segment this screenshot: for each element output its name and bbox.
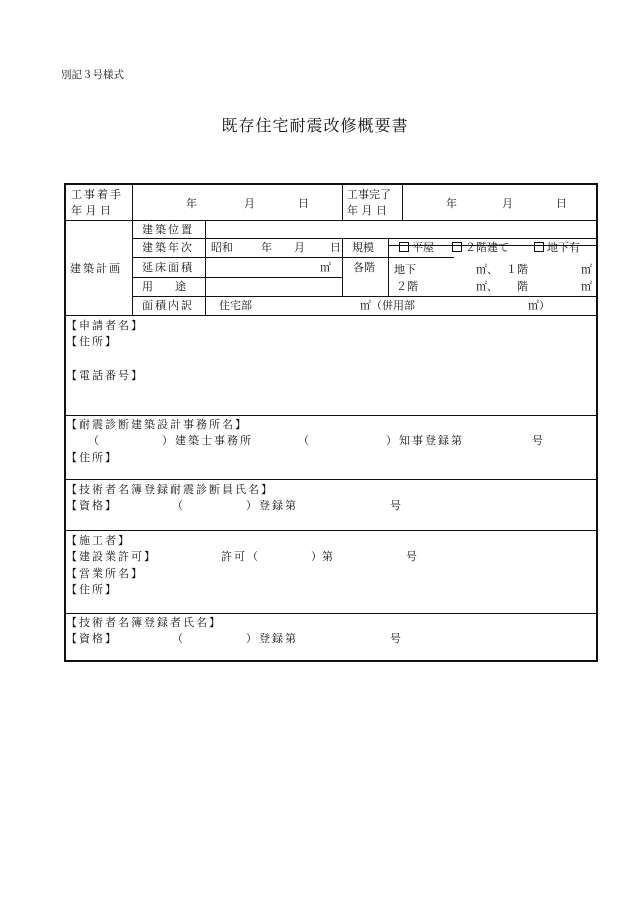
office-number-suffix: 号 <box>532 434 543 447</box>
basement-unit: ㎡、 <box>476 263 498 276</box>
document-title: 既存住宅耐震改修概要書 <box>221 116 409 135</box>
breakdown-label: 面積内訳 <box>142 299 194 312</box>
rule-year <box>132 257 454 258</box>
rule-col-5 <box>402 185 403 220</box>
office-type: ）建築士事務所 <box>162 434 253 447</box>
floorN-unit: ㎡ <box>581 280 592 293</box>
engineer-registration: ）登録第 <box>246 632 298 645</box>
contractor-name-label: 【施工者】 <box>66 534 131 547</box>
floorN-label: 階 <box>517 280 528 293</box>
rule-col-2 <box>205 220 206 315</box>
complete-label: 工事完了 <box>347 188 391 201</box>
complete-year: 年 <box>446 197 457 210</box>
checkbox-icon[interactable] <box>534 242 544 252</box>
checkbox-icon[interactable] <box>399 242 409 252</box>
diagnostician-name-label: 【技術者名簿登録耐震診断員氏名】 <box>66 483 274 496</box>
floor-area-label: 延床面積 <box>142 261 194 274</box>
year-label: 建築年次 <box>142 241 194 254</box>
rule-floor-area <box>132 277 342 278</box>
applicant-name-label: 【申請者名】 <box>66 319 144 332</box>
option-flat[interactable]: 平屋 <box>399 242 434 253</box>
office-name-label: 【耐震診断建築設計事務所名】 <box>66 418 248 431</box>
rule-col-3a <box>342 185 343 220</box>
office-paren-2: （ <box>298 434 309 447</box>
checkbox-icon[interactable] <box>452 242 462 252</box>
plan-section-label: 建築計画 <box>70 262 122 275</box>
rule-col-3b <box>342 238 343 296</box>
rule-col-4 <box>388 238 389 296</box>
mixed-unit: ㎡） <box>528 299 550 312</box>
contractor-license-paren: 許可（ <box>221 550 260 563</box>
rule-contractor-bottom <box>66 613 596 614</box>
floor-area-unit: ㎡ <box>320 261 331 274</box>
engineer-name-label: 【技術者名簿登録者氏名】 <box>66 616 222 629</box>
office-paren-1: （ <box>88 434 99 447</box>
diagnostician-number-suffix: 号 <box>390 499 401 512</box>
rule-diagnostician-bottom <box>66 530 596 531</box>
year-unit: 年 <box>261 241 272 254</box>
complete-day: 日 <box>556 197 567 210</box>
floor2-label: ２階 <box>396 280 418 293</box>
start-year: 年 <box>186 197 197 210</box>
contractor-number-suffix: 号 <box>406 550 417 563</box>
option-two-story[interactable]: ２階建て <box>452 242 509 253</box>
diagnostician-qualification-label: 【資格】 <box>66 499 118 512</box>
floor1-label: １階 <box>506 263 528 276</box>
diagnostician-paren: （ <box>172 499 183 512</box>
start-label-ymd: 年 月 日 <box>71 204 111 217</box>
each-floor-label: 各階 <box>353 261 375 274</box>
era-label: 昭和 <box>211 241 233 254</box>
rule-location <box>132 238 596 239</box>
rule-use <box>132 296 596 297</box>
residential-unit: ㎡（併用部 <box>360 299 415 312</box>
applicant-phone-label: 【電話番号】 <box>66 369 144 382</box>
floor2-unit: ㎡、 <box>476 280 498 293</box>
applicant-address-label: 【住所】 <box>66 335 118 348</box>
day-unit: 日 <box>330 241 341 254</box>
scale-label: 規模 <box>352 241 374 254</box>
residential-label: 住宅部 <box>219 299 252 312</box>
complete-month: 月 <box>502 197 513 210</box>
location-label: 建築位置 <box>142 223 194 236</box>
diagnostician-registration: ）登録第 <box>246 499 298 512</box>
contractor-license-no: ）第 <box>311 550 333 563</box>
office-address-label: 【住所】 <box>66 451 118 464</box>
start-label: 工事着手 <box>71 188 123 201</box>
contractor-office-label: 【営業所名】 <box>66 567 144 580</box>
contractor-license-label: 【建設業許可】 <box>66 550 157 563</box>
rule-plan-bottom <box>66 315 596 316</box>
rule-col-1 <box>132 185 133 315</box>
basement-label: 地下 <box>394 263 416 276</box>
form-code: 別記３号様式 <box>61 69 124 81</box>
summary-form <box>64 183 598 662</box>
start-day: 日 <box>298 197 309 210</box>
complete-label-ymd: 年 月 日 <box>347 204 387 217</box>
rule-applicant-bottom <box>66 415 596 416</box>
engineer-qualification-label: 【資格】 <box>66 632 118 645</box>
engineer-paren: （ <box>172 632 183 645</box>
option-basement[interactable]: 地下有 <box>534 242 580 253</box>
month-unit: 月 <box>294 241 305 254</box>
rule-office-bottom <box>66 479 596 480</box>
start-month: 月 <box>244 197 255 210</box>
office-registration: ）知事登録第 <box>386 434 464 447</box>
rule-dates <box>66 220 596 221</box>
floor1-unit: ㎡ <box>581 263 592 276</box>
engineer-number-suffix: 号 <box>390 632 401 645</box>
contractor-address-label: 【住所】 <box>66 583 118 596</box>
use-label: 用 途 <box>142 280 186 293</box>
